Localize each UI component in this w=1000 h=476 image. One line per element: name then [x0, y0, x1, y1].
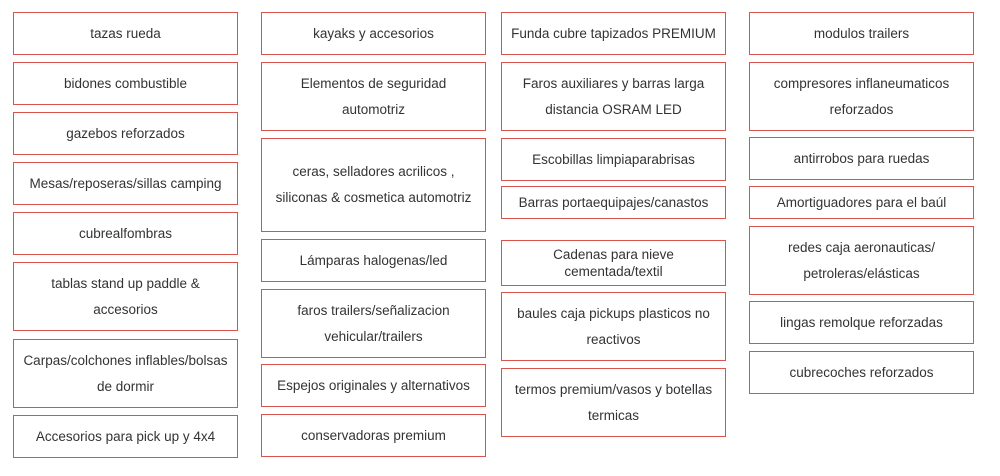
category-label: tazas rueda [90, 25, 161, 41]
category-label: Cadenas para nieve cementada/textil [553, 247, 674, 279]
category-tile[interactable] [501, 186, 726, 219]
category-tile[interactable] [13, 12, 238, 55]
category-tile[interactable] [13, 339, 238, 408]
category-label: termos premium/vasos y botellas termicas [514, 381, 713, 423]
category-label: conservadoras premium [301, 427, 446, 443]
category-label: faros trailers/señalizacion vehicular/trailers [297, 302, 450, 344]
category-label: Elementos de seguridad automotriz [300, 75, 447, 117]
category-label: Espejos originales y alternativos [277, 377, 470, 393]
category-label: cubrecoches reforzados [789, 364, 934, 380]
category-tile[interactable] [261, 62, 486, 131]
category-tile[interactable] [13, 62, 238, 105]
category-tile[interactable] [749, 12, 974, 55]
category-tile[interactable] [749, 137, 974, 180]
category-tile[interactable] [13, 212, 238, 255]
category-label: gazebos reforzados [66, 125, 185, 141]
category-label: Carpas/colchones inflables/bolsas de dormir [23, 352, 228, 394]
category-label: Barras portaequipajes/canastos [518, 194, 709, 210]
category-label: cubrealfombras [78, 225, 173, 241]
category-tile[interactable] [261, 289, 486, 358]
category-tile[interactable] [261, 138, 486, 232]
category-label: bidones combustible [63, 75, 188, 91]
category-label: redes caja aeronauticas/ petroleras/elásticas [787, 239, 936, 281]
category-label: Amortiguadores para el baúl [776, 194, 947, 210]
category-tile[interactable] [261, 414, 486, 457]
category-label: Escobillas limpiaparabrisas [532, 151, 695, 167]
category-tile[interactable] [749, 351, 974, 394]
category-tile[interactable] [13, 262, 238, 331]
category-label: modulos trailers [813, 25, 910, 41]
category-label: compresores inflaneumaticos reforzados [773, 75, 950, 117]
category-label: Mesas/reposeras/sillas camping [29, 175, 222, 191]
category-tile[interactable] [501, 138, 726, 181]
category-tile[interactable] [749, 301, 974, 344]
category-tile[interactable] [501, 368, 726, 437]
category-label: Lámparas halogenas/led [299, 252, 448, 268]
category-label: tablas stand up paddle & accesorios [51, 275, 200, 317]
category-tile[interactable] [261, 364, 486, 407]
category-tile[interactable] [261, 239, 486, 282]
category-tile[interactable] [749, 62, 974, 131]
category-tile[interactable] [13, 162, 238, 205]
category-tile[interactable] [501, 62, 726, 131]
category-tile[interactable] [749, 186, 974, 219]
category-tile[interactable] [501, 292, 726, 361]
category-tile[interactable] [261, 12, 486, 55]
category-label: lingas remolque reforzadas [780, 314, 943, 330]
category-label: baules caja pickups plasticos no reactivos [517, 305, 710, 347]
category-tile[interactable] [13, 415, 238, 458]
category-tile[interactable] [501, 12, 726, 55]
category-label: ceras, selladores acrilicos , siliconas & cosmetica automotriz [275, 164, 472, 205]
category-tile[interactable] [501, 240, 726, 286]
category-label: antirrobos para ruedas [793, 150, 930, 166]
category-label: Funda cubre tapizados PREMIUM [511, 25, 716, 41]
category-label: kayaks y accesorios [313, 25, 434, 41]
category-label: Faros auxiliares y barras larga distancia OSRAM LED [522, 75, 705, 117]
category-tile[interactable] [13, 112, 238, 155]
category-label: Accesorios para pick up y 4x4 [35, 428, 216, 444]
category-tile[interactable] [749, 226, 974, 295]
